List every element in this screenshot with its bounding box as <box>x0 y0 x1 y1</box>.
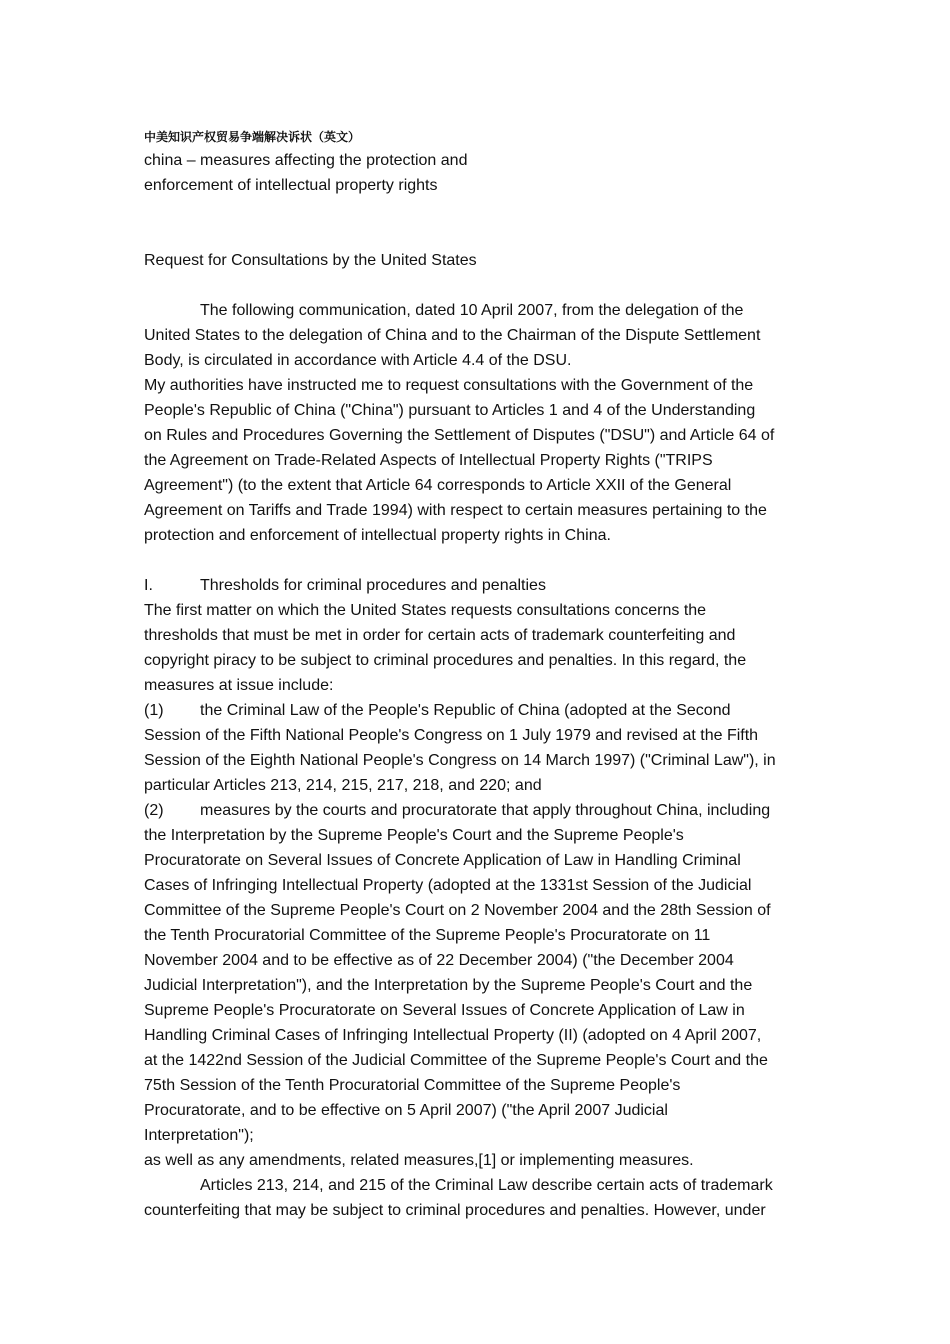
list-item-text: the Criminal Law of the People's Republic of China (adopted at the Second <box>200 702 731 719</box>
paragraph-line: Agreement on Tariffs and Trade 1994) with respect to certain measures pertaining to the <box>144 502 767 519</box>
english-title-line-1: china – measures affecting the protection and <box>144 152 468 169</box>
intro-line: The following communication, dated 10 April 2007, from the delegation of the <box>200 302 744 319</box>
closing-line: as well as any amendments, related measures,[1] or implementing measures. <box>144 1152 694 1169</box>
list-item-line: Procuratorate on Several Issues of Concrete Application of Law in Handling Criminal <box>144 852 741 869</box>
request-paragraph <box>144 373 810 548</box>
list-item-first-line <box>144 698 810 723</box>
list-item-number: (2) <box>144 802 164 819</box>
paragraph-line: My authorities have instructed me to request consultations with the Government of the <box>144 377 754 394</box>
list-item-line: Committee of the Supreme People's Court on 2 November 2004 and the 28th Session of <box>144 902 771 919</box>
intro-line: United States to the delegation of China and to the Chairman of the Dispute Settlement <box>144 327 761 344</box>
paragraph-line: protection and enforcement of intellectual property rights in China. <box>144 527 611 544</box>
heading-text: Request for Consultations by the United States <box>144 252 477 269</box>
articles-paragraph <box>144 1173 810 1223</box>
english-title-line-2: enforcement of intellectual property rights <box>144 177 438 194</box>
paragraph-line: Articles 213, 214, and 215 of the Criminal Law describe certain acts of trademark <box>200 1177 773 1194</box>
spacer <box>144 198 810 248</box>
list-item-line: at the 1422nd Session of the Judicial Committee of the Supreme People's Court and the <box>144 1052 768 1069</box>
paragraph-line: People's Republic of China ("China") pursuant to Articles 1 and 4 of the Understanding <box>144 402 756 419</box>
document-page <box>144 128 810 1223</box>
section-heading <box>144 248 810 273</box>
list-item-line: Session of the Fifth National People's Congress on 1 July 1979 and revised at the Fifth <box>144 727 759 744</box>
list-item-line: Handling Criminal Cases of Infringing Intellectual Property (II) (adopted on 4 April 2007, <box>144 1027 762 1044</box>
section-title: Thresholds for criminal procedures and penalties <box>200 577 546 594</box>
thresholds-paragraph <box>144 598 810 698</box>
list-item-line: the Tenth Procuratorial Committee of the Supreme People's Procuratorate on 11 <box>144 927 711 944</box>
list-item-line: 75th Session of the Tenth Procuratorial Committee of the Supreme People's <box>144 1077 681 1094</box>
list-item-2 <box>144 798 810 1148</box>
list-item-number: (1) <box>144 702 164 719</box>
spacer <box>144 548 810 573</box>
intro-paragraph <box>144 298 810 373</box>
list-item-line: Interpretation"); <box>144 1127 254 1144</box>
spacer <box>144 273 810 298</box>
list-item-first-line <box>144 798 810 823</box>
section-one-heading <box>144 573 810 598</box>
list-item-line: the Interpretation by the Supreme People's Court and the Supreme People's <box>144 827 684 844</box>
paragraph-line: The first matter on which the United States requests consultations concerns the <box>144 602 707 619</box>
list-item-line: particular Articles 213, 214, 215, 217, 218, and 220; and <box>144 777 542 794</box>
list-item-line: Cases of Infringing Intellectual Property (adopted at the 1331st Session of the Judicial <box>144 877 752 894</box>
paragraph-line: copyright piracy to be subject to criminal procedures and penalties. In this regard, the <box>144 652 747 669</box>
section-heading-line <box>144 573 810 598</box>
paragraph-line: measures at issue include: <box>144 677 334 694</box>
paragraph-line: thresholds that must be met in order for certain acts of trademark counterfeiting and <box>144 627 736 644</box>
paragraph-line: on Rules and Procedures Governing the Settlement of Disputes ("DSU") and Article 64 of <box>144 427 775 444</box>
list-item-text: measures by the courts and procuratorate that apply throughout China, including <box>200 802 771 819</box>
chinese-title: 中美知识产权贸易争端解决诉状（英文） <box>144 130 361 144</box>
list-item-line: Judicial Interpretation"), and the Interpretation by the Supreme People's Court and the <box>144 977 753 994</box>
paragraph-line: Agreement") (to the extent that Article 64 corresponds to Article XXII of the General <box>144 477 732 494</box>
list-item-line: November 2004 and to be effective as of 22 December 2004) ("the December 2004 <box>144 952 734 969</box>
list-item-line: Supreme People's Procuratorate on Several Issues of Concrete Application of Law in <box>144 1002 745 1019</box>
section-number: I. <box>144 577 153 594</box>
list-item-line: Procuratorate, and to be effective on 5 April 2007) ("the April 2007 Judicial <box>144 1102 668 1119</box>
intro-line: Body, is circulated in accordance with Article 4.4 of the DSU. <box>144 352 572 369</box>
list-item-1 <box>144 698 810 798</box>
paragraph-line: counterfeiting that may be subject to criminal procedures and penalties. However, under <box>144 1202 766 1219</box>
paragraph-line: the Agreement on Trade-Related Aspects of Intellectual Property Rights ("TRIPS <box>144 452 713 469</box>
list-item-line: Session of the Eighth National People's Congress on 14 March 1997) ("Criminal Law"), in <box>144 752 776 769</box>
closing-line-block <box>144 1148 810 1173</box>
